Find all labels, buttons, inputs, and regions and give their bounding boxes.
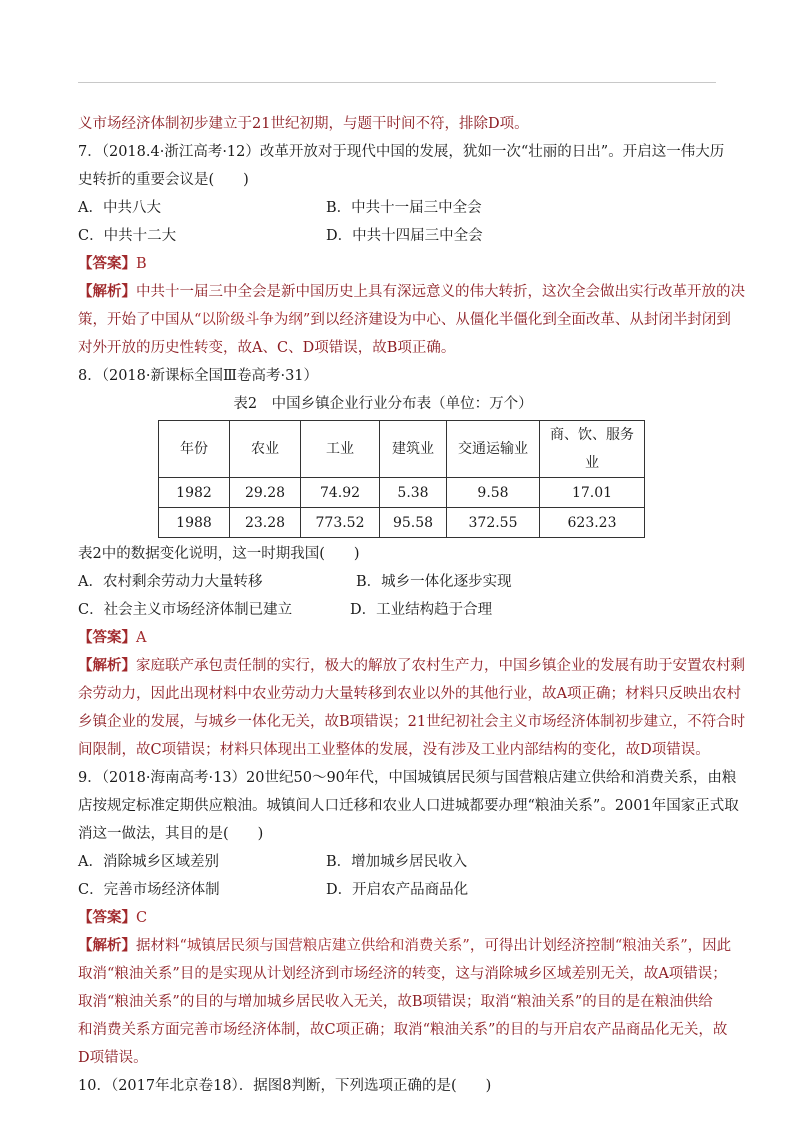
q9-analysis-line3: 取消“粮油关系”的目的与增加城乡居民收入无关，故B项错误；取消“粮油关系”的目的是在粮油供给 xyxy=(78,994,713,1010)
table-header-cell: 工业 xyxy=(301,421,380,478)
q9-stem-line1: 9．（2018·海南高考·13）20世纪50～90年代，中国城镇居民须与国营粮店建立供给和消费关系，由粮 xyxy=(78,770,737,786)
q8-analysis-line1 xyxy=(78,652,745,680)
analysis-text: 策，开始了中国从 xyxy=(78,312,194,328)
q7-analysis-line3: 对外开放的历史性转变，故A、C、D项错误，故B项正确。 xyxy=(78,340,456,356)
table-cell: 23.28 xyxy=(230,508,301,538)
q8-answer xyxy=(78,624,718,652)
analysis-tag: 【解析】 xyxy=(78,657,136,674)
q8-table-title: 表2 中国乡镇企业行业分布表（单位：万个） xyxy=(233,396,533,412)
analysis-tag: 【解析】 xyxy=(78,283,136,300)
q9-analysis-line4: 和消费关系方面完善市场经济体制，故C项正确；取消“粮油关系”的目的与开启农产品商品化无关，故 xyxy=(78,1022,728,1038)
q8-stem: 表2中的数据变化说明，这一时期我国( ) xyxy=(78,546,360,562)
table-cell: 29.28 xyxy=(230,478,301,508)
q8-distribution-table xyxy=(158,420,645,538)
q9-options-row1 xyxy=(78,848,718,876)
q8-option-d: D．工业结构趋于合理 xyxy=(350,602,493,618)
q9-option-d: D．开启农产品商品化 xyxy=(326,882,469,898)
table-row xyxy=(159,478,645,508)
analysis-text: 中共十一届三中全会是新中国历史上具有深远意义的伟大转折，这次全会做出实行改革开放的决 xyxy=(136,284,745,300)
q8-option-a: A．农村剩余劳动力大量转移 xyxy=(78,574,263,590)
q7-analysis-line1 xyxy=(78,278,745,306)
analysis-quote: “粮油关系” xyxy=(614,938,688,954)
analysis-text: 到以经济建设为中心、从僵化半僵化到全面改革、从封闭半封闭到 xyxy=(310,312,731,328)
table-header-cell: 农业 xyxy=(230,421,301,478)
q10-stem-line1: 10．（2017年北京卷18）．据图8判断，下列选项正确的是( ) xyxy=(78,1078,492,1094)
table-cell: 372.55 xyxy=(447,508,540,538)
q7-option-b: B．中共十一届三中全会 xyxy=(326,200,482,216)
answer-value: B xyxy=(136,256,147,272)
q8-options-row1 xyxy=(78,568,718,596)
q7-options-row1 xyxy=(78,194,718,222)
question-content xyxy=(78,110,746,1100)
intro-line: 义市场经济体制初步建立于21世纪初期，与题干时间不符，排除D项。 xyxy=(78,116,529,132)
q9-answer xyxy=(78,904,718,932)
q8-analysis-line4: 间限制，故C项错误；材料只体现出工业整体的发展，没有涉及工业内部结构的变化，故D项错误。 xyxy=(78,742,710,758)
table-header-cell: 建筑业 xyxy=(380,421,447,478)
header-rule xyxy=(78,82,716,83)
table-cell: 74.92 xyxy=(301,478,380,508)
q8-analysis-line2: 余劳动力，因此出现材料中农业劳动力大量转移到农业以外的其他行业，故A项正确；材料只反映出农村 xyxy=(78,686,741,702)
table-cell: 773.52 xyxy=(301,508,380,538)
table-cell: 623.23 xyxy=(540,508,645,538)
table-header-row xyxy=(159,421,645,478)
q8-analysis-line3: 乡镇企业的发展，与城乡一体化无关，故B项错误；21世纪初社会主义市场经济体制初步建立，不符合时 xyxy=(78,714,746,730)
table-cell: 1982 xyxy=(159,478,230,508)
analysis-text: ，可得出计划经济控制 xyxy=(469,938,615,954)
analysis-text: ，因此 xyxy=(687,938,732,954)
q7-answer xyxy=(78,250,718,278)
q9-option-c: C．完善市场经济体制 xyxy=(78,882,220,898)
q8-option-b: B．城乡一体化逐步实现 xyxy=(356,574,512,590)
q8-stem-line1: 8．（2018·新课标全国Ⅲ卷高考·31） xyxy=(78,368,319,384)
analysis-quote: “以阶级斗争为纲” xyxy=(194,312,311,328)
q9-options-row2 xyxy=(78,876,718,904)
q9-analysis-line2: 取消“粮油关系”目的是实现从计划经济到市场经济的转变，这与消除城乡区域差别无关，故A项错误； xyxy=(78,966,727,982)
table-cell: 1988 xyxy=(159,508,230,538)
q8-option-c: C．社会主义市场经济体制已建立 xyxy=(78,602,293,618)
q9-stem-line3: 消这一做法，其目的是( ) xyxy=(78,826,264,842)
answer-value: C xyxy=(136,910,148,926)
table-cell: 17.01 xyxy=(540,478,645,508)
q7-analysis-line2 xyxy=(78,306,731,334)
q9-option-b: B．增加城乡居民收入 xyxy=(326,854,468,870)
table-cell: 9.58 xyxy=(447,478,540,508)
q7-options-row2 xyxy=(78,222,718,250)
q8-options-row2 xyxy=(78,596,718,624)
analysis-tag: 【解析】 xyxy=(78,937,136,954)
q7-option-c: C．中共十二大 xyxy=(78,228,177,244)
table-cell: 95.58 xyxy=(380,508,447,538)
q7-option-a: A．中共八大 xyxy=(78,200,161,216)
q7-stem-line1: 7．（2018.4·浙江高考·12）改革开放对于现代中国的发展，犹如一次“壮丽的日出”。开启这一伟大历 xyxy=(78,144,725,160)
q7-option-d: D．中共十四届三中全会 xyxy=(326,228,483,244)
table-header-cell: 商、饮、服务业 xyxy=(540,421,645,478)
table-header-cell: 交通运输业 xyxy=(447,421,540,478)
q9-stem-line2: 店按规定标准定期供应粮油。城镇间人口迁移和农业人口进城都要办理“粮油关系”。2001年国家正式取 xyxy=(78,798,739,814)
analysis-text: 家庭联产承包责任制的实行，极大的解放了农村生产力，中国乡镇企业的发展有助于安置农村剩 xyxy=(136,658,745,674)
analysis-text: 据材料 xyxy=(136,938,180,954)
table-cell: 5.38 xyxy=(380,478,447,508)
q9-analysis-line1 xyxy=(78,932,732,960)
answer-tag: 【答案】 xyxy=(78,629,136,646)
answer-value: A xyxy=(136,630,147,646)
answer-tag: 【答案】 xyxy=(78,255,136,272)
table-header-cell: 年份 xyxy=(159,421,230,478)
q9-analysis-line5: D项错误。 xyxy=(78,1050,148,1066)
table-row xyxy=(159,508,645,538)
answer-tag: 【答案】 xyxy=(78,909,136,926)
q9-option-a: A．消除城乡区域差别 xyxy=(78,854,219,870)
q7-stem-line2: 史转折的重要会议是( ) xyxy=(78,172,249,188)
analysis-quote: “城镇居民须与国营粮店建立供给和消费关系” xyxy=(179,938,470,954)
